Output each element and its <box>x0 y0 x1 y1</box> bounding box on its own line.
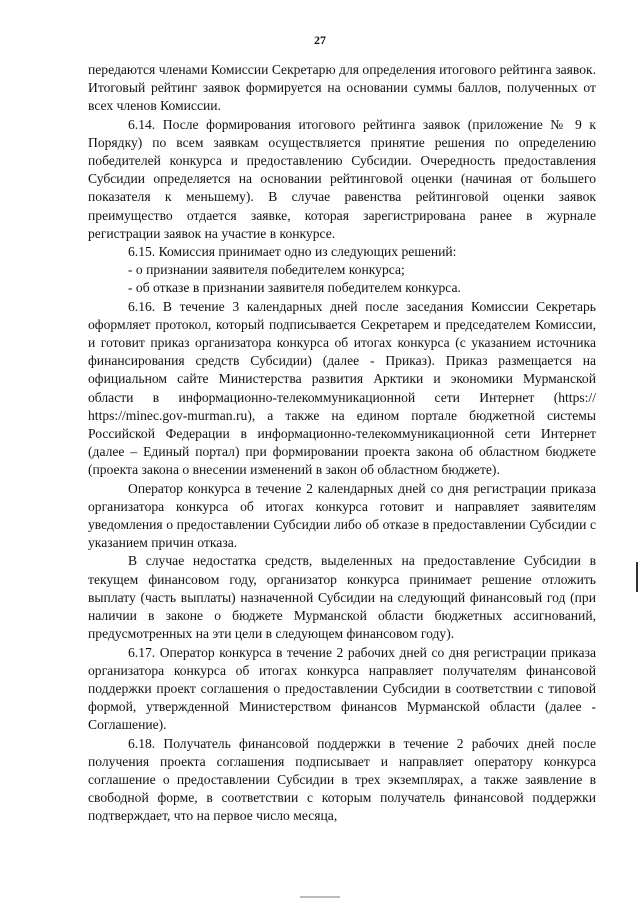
paragraph-6-16: 6.16. В течение 3 календарных дней после заседания Комиссии Секретарь оформляет протокол, который подписывается Секретарем и председателем Комиссии, и готовит приказ организатора конкурса об итогах конкурса (с указанием источника финансирования средств Субсидии) (далее - Приказ). Приказ размещается на официальном сайте Министерства развития Арктики и экономики Мурманской области в информационно-телекоммуникационной сети Интернет (https:// https://minec.gov-murman.ru), а также на едином портале бюджетной системы Российской Федерации в информационно-телекоммуникационной сети Интернет (далее – Единый портал) при формировании проекта закона об областном бюджете (проекта закона о внесении изменений в закон об областном бюджете). <box>88 298 596 478</box>
paragraph-continuation: передаются членами Комиссии Секретарю для определения итогового рейтинга заявок. Итоговый рейтинг заявок формируется на основании суммы баллов, полученных от всех членов Комиссии. <box>88 62 596 114</box>
paragraph-6-17: 6.17. Оператор конкурса в течение 2 рабочих дней со дня регистрации приказа организатора конкурса об итогах конкурса направляет получателям финансовой поддержки проект соглашения о предоставлении Субсидии в соответствии с типовой формой, утвержденной Министерством финансов Мурманской области (далее - Соглашение). <box>88 644 596 733</box>
document-body <box>88 61 596 826</box>
list-item: - о признании заявителя победителем конкурса; <box>128 262 405 278</box>
paragraph-6-14: 6.14. После формирования итогового рейтинга заявок (приложение № 9 к Порядку) по всем заявкам осуществляется принятие решения по определению победителей конкурса и предоставлению Субсидии. Очередность предоставления Субсидии определяется на основании рейтинговой оценки (начиная от большего показателя к меньшему). В случае равенства рейтинговой оценки заявок преимущество отдается заявке, которая зарегистрирована ранее в журнале регистрации заявок на участие в конкурсе. <box>88 116 596 241</box>
page-number: 27 <box>314 33 326 47</box>
scan-bottom-mark <box>300 896 340 898</box>
scan-margin-mark <box>636 562 638 592</box>
paragraph-6-18: 6.18. Получатель финансовой поддержки в течение 2 рабочих дней после получения проекта соглашения подписывает и направляет оператору конкурса соглашение о предоставлении Субсидии в трех экземплярах, а также заявление в свободной форме, в соответствии с которым получатель финансовой поддержки подтверждает, что на первое число месяца, <box>88 735 596 824</box>
paragraph-operator-notice: Оператор конкурса в течение 2 календарных дней со дня регистрации приказа организатора конкурса об итогах конкурса готовит и направляет заявителям уведомления о предоставлении Субсидии либо об отказе в предоставлении Субсидии с указанием причин отказа. <box>88 480 596 551</box>
paragraph-funds-shortage: В случае недостатка средств, выделенных на предоставление Субсидии в текущем финансовом году, организатор конкурса принимает решение отложить выплату (часть выплаты) назначенной Субсидии на следующий финансовый год (при наличии в законе о бюджете Мурманской области бюджетных ассигнований, предусмотренных на эти цели в следующем финансовом году). <box>88 553 596 642</box>
list-item: - об отказе в признании заявителя победителем конкурса. <box>128 280 461 296</box>
paragraph-6-15: 6.15. Комиссия принимает одно из следующих решений: <box>128 244 457 260</box>
